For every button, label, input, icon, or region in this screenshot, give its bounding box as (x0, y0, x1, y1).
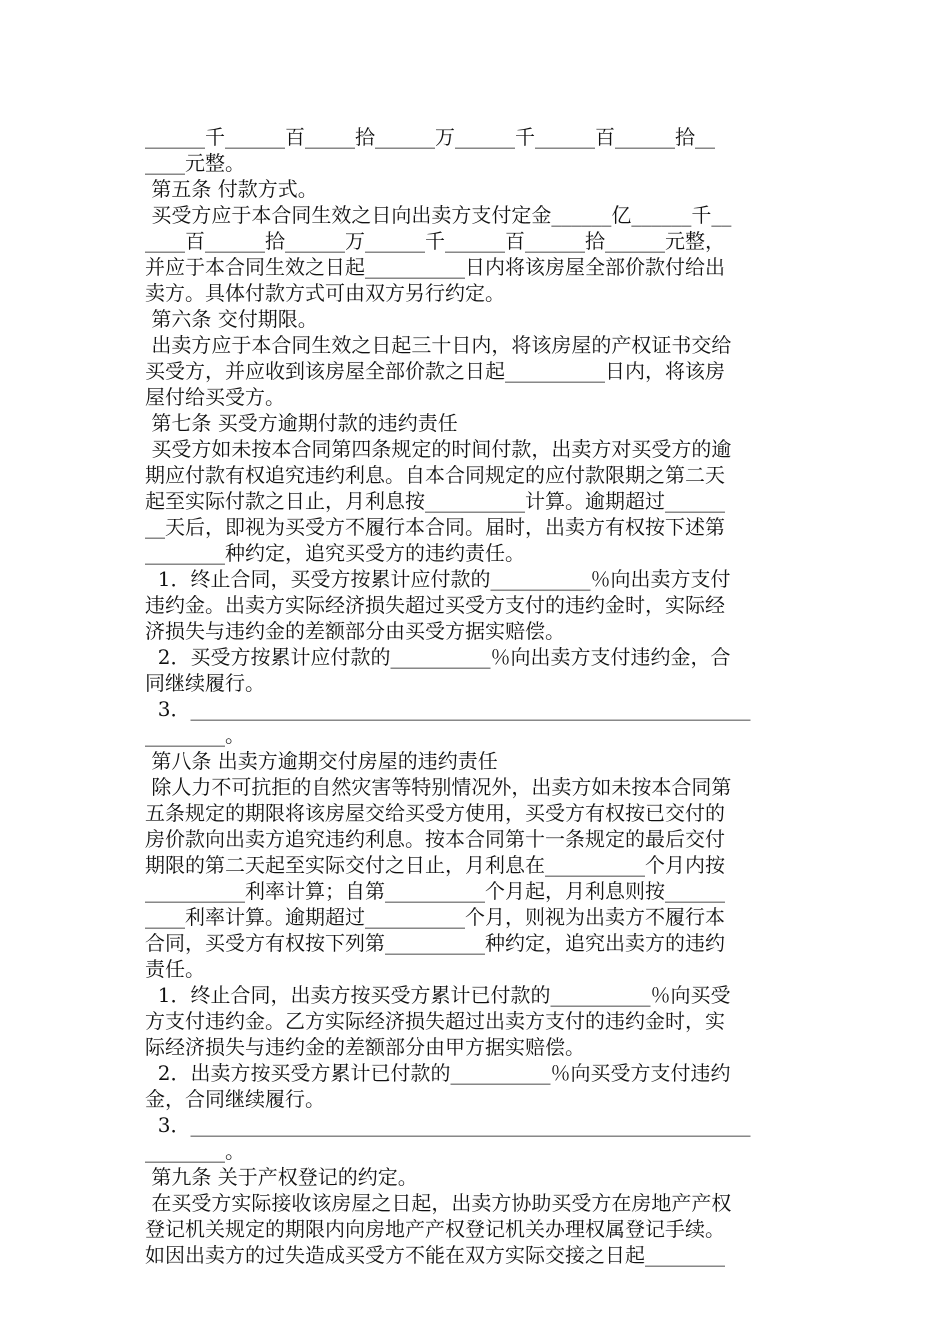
text-line: 同继续履行。 (145, 671, 265, 695)
text-line: __天后，即视为买受方不履行本合同。届时，出卖方有权按下述第 (145, 515, 725, 539)
text-line: 买受方如未按本合同第四条规定的时间付款，出卖方对买受方的逾 (145, 437, 732, 461)
text-line: 合同，买受方有权按下列第__________种约定，追究出卖方的违约 (145, 931, 725, 955)
article-heading: 第七条 买受方逾期付款的违约责任 (145, 411, 458, 435)
text-line: 登记机关规定的期限内向房地产产权登记机关办理权属登记手续。 (145, 1217, 725, 1241)
text-line: 期限的第二天起至实际交付之日止，月利息在__________个月内按 (145, 853, 725, 877)
text-line: 除人力不可抗拒的自然灾害等特别情况外，出卖方如未按本合同第 (145, 775, 732, 799)
text-line: 买受方，并应收到该房屋全部价款之日起__________日内，将该房 (145, 359, 725, 383)
document-page (145, 124, 810, 1268)
text-line: ________种约定，追究买受方的违约责任。 (145, 541, 525, 565)
text-line: ____利率计算。逾期超过__________个月，则视为出卖方不履行本 (145, 905, 725, 929)
text-line: 五条规定的期限将该房屋交给买受方使用，买受方有权按已交付的 (145, 801, 725, 825)
text-line: 际经济损失与违约金的差额部分由甲方据实赔偿。 (145, 1035, 585, 1059)
clause-item: 3．________________________________________________________ (145, 697, 751, 721)
text-line: 起至实际付款之日止，月利息按__________计算。逾期超过______ (145, 489, 725, 513)
text-line: 房价款向出卖方追究违约利息。按本合同第十一条规定的最后交付 (145, 827, 725, 851)
text-line: 责任。 (145, 957, 205, 981)
article-heading: 第八条 出卖方逾期交付房屋的违约责任 (145, 749, 498, 773)
text-line: 如因出卖方的过失造成买受方不能在双方实际交接之日起________ (145, 1243, 725, 1267)
clause-item: 1．终止合同，出卖方按买受方累计已付款的__________％向买受 (145, 983, 731, 1007)
clause-item: 1．终止合同，买受方按累计应付款的__________％向出卖方支付 (145, 567, 731, 591)
text-line: 济损失与违约金的差额部分由买受方据实赔偿。 (145, 619, 565, 643)
clause-item: 2．买受方按累计应付款的__________％向出卖方支付违约金，合 (145, 645, 731, 669)
clause-item: 3．________________________________________________________ (145, 1113, 751, 1137)
text-line: 在买受方实际接收该房屋之日起，出卖方协助买受方在房地产产权 (145, 1191, 732, 1215)
article-heading: 第九条 关于产权登记的约定。 (145, 1165, 418, 1189)
text-line: 卖方。具体付款方式可由双方另行约定。 (145, 281, 505, 305)
text-line: 屋付给买受方。 (145, 385, 285, 409)
text-line: 期应付款有权追究违约利息。自本合同规定的应付款限期之第二天 (145, 463, 725, 487)
text-line: __________利率计算；自第__________个月起，月利息则按______ (145, 879, 725, 903)
article-heading: 第六条 交付期限。 (145, 307, 318, 331)
text-line: 买受方应于本合同生效之日向出卖方支付定金______亿______千__ (145, 203, 732, 227)
article-heading: 第五条 付款方式。 (145, 177, 318, 201)
clause-item: 2．出卖方按买受方累计已付款的__________％向买受方支付违约 (145, 1061, 731, 1085)
text-line: 出卖方应于本合同生效之日起三十日内，将该房屋的产权证书交给 (145, 333, 732, 357)
text-line: ________。 (145, 723, 245, 747)
text-line: 并应于本合同生效之日起__________日内将该房屋全部价款付给出 (145, 255, 725, 279)
text-line: 金，合同继续履行。 (145, 1087, 325, 1111)
text-line: ______千______百_____拾______万______千______百______拾__ (145, 125, 715, 149)
text-line: 方支付违约金。乙方实际经济损失超过出卖方支付的违约金时，实 (145, 1009, 725, 1033)
text-line: ____元整。 (145, 151, 245, 175)
text-line: 违约金。出卖方实际经济损失超过买受方支付的违约金时，实际经 (145, 593, 725, 617)
text-line: ________。 (145, 1139, 245, 1163)
text-line: ____百______拾______万______千______百______拾______元整， (145, 229, 725, 253)
